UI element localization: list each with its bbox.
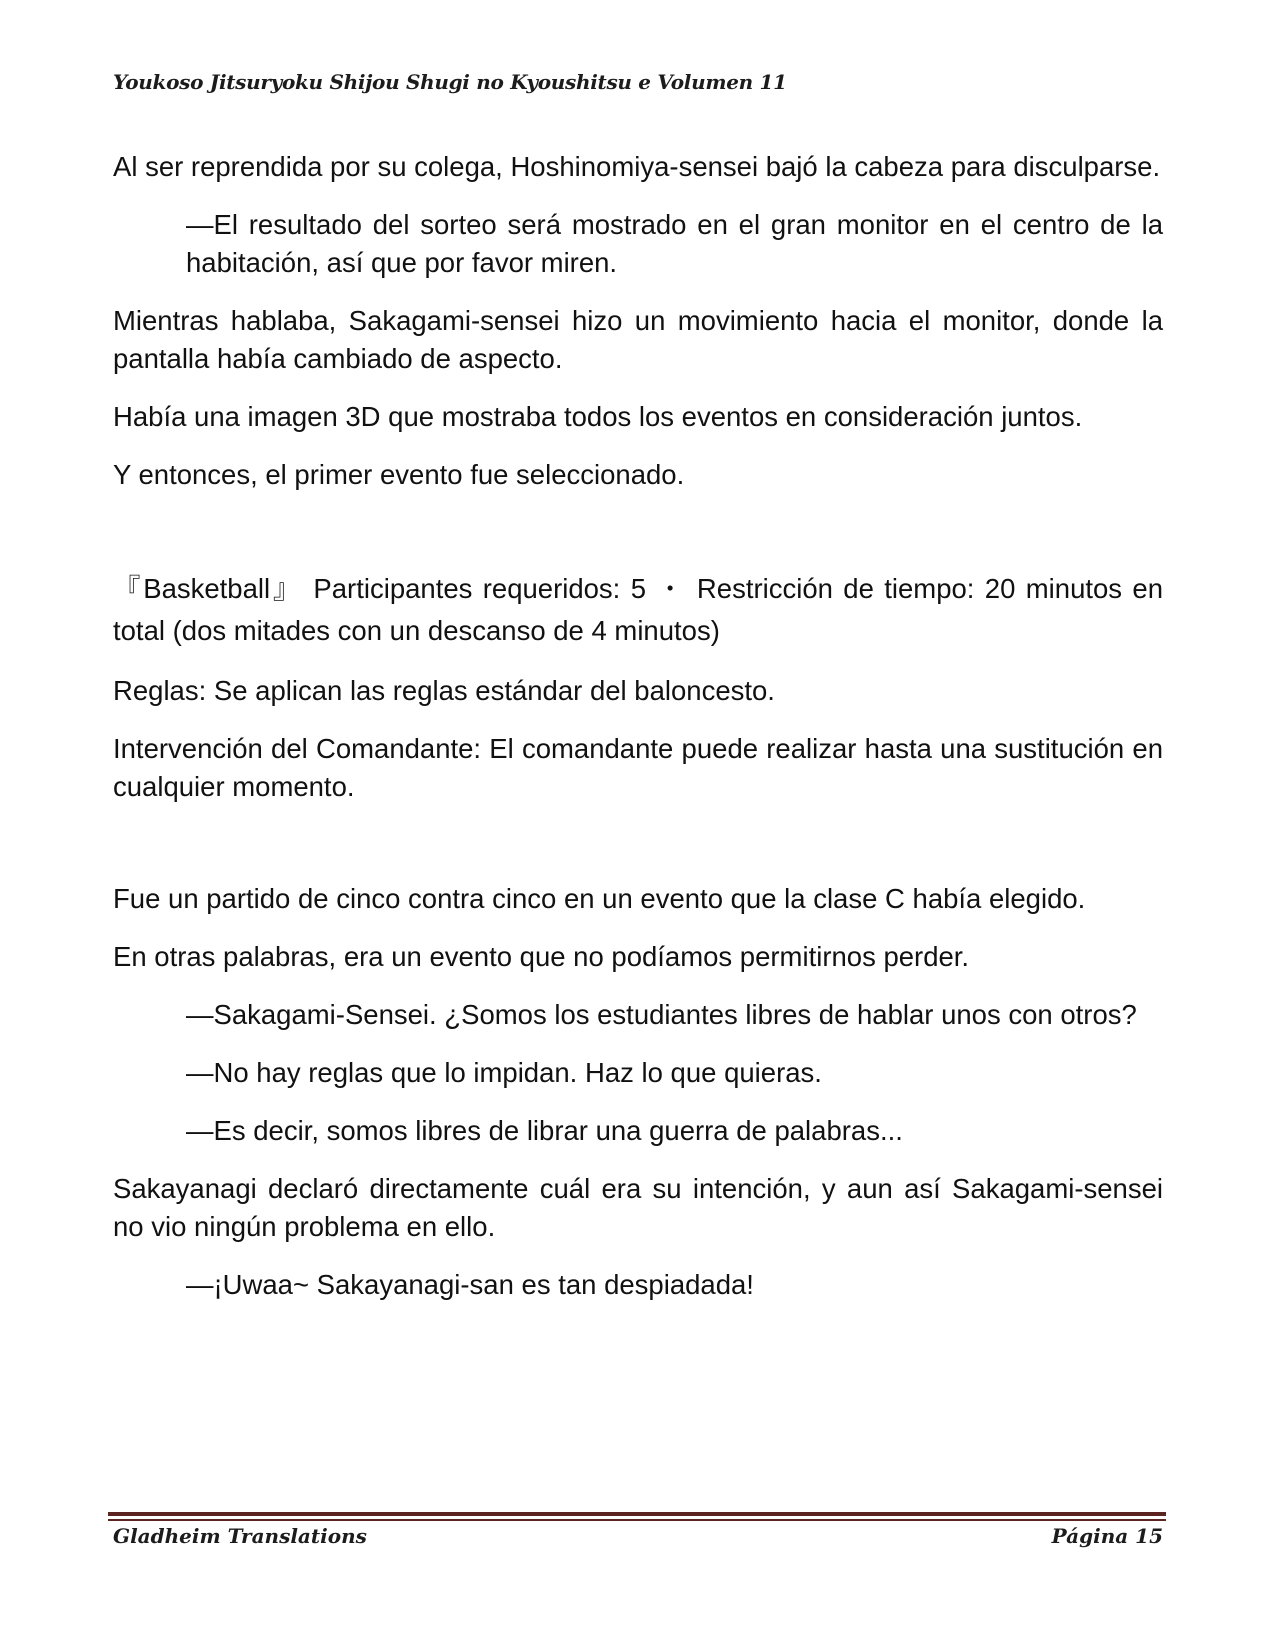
dialog-line: —¡Uwaa~ Sakayanagi-san es tan despiadada! <box>186 1269 754 1300</box>
paragraph: Había una imagen 3D que mostraba todos los eventos en consideración juntos. <box>113 401 1083 432</box>
footer-divider-thin <box>108 1519 1166 1521</box>
dialog-line: —Es decir, somos libres de librar una guerra de palabras... <box>186 1115 903 1146</box>
paragraph: Al ser reprendida por su colega, Hoshinomiya-sensei bajó la cabeza para disculparse. <box>113 151 1161 182</box>
dialog-line: —No hay reglas que lo impidan. Haz lo que quieras. <box>186 1057 822 1088</box>
paragraph: En otras palabras, era un evento que no podíamos permitirnos perder. <box>113 941 970 972</box>
event-commander-intervention: Intervención del Comandante: El comandante puede realizar hasta una sustitución en cualquier momento. <box>113 733 1163 802</box>
event-rules: Reglas: Se aplican las reglas estándar del baloncesto. <box>113 675 775 706</box>
dialog-line: —Sakagami-Sensei. ¿Somos los estudiantes libres de hablar unos con otros? <box>186 999 1137 1030</box>
body-text <box>113 148 1163 1324</box>
paragraph: Sakayanagi declaró directamente cuál era su intención, y aun así Sakagami-sensei no vio ningún problema en ello. <box>113 1173 1163 1242</box>
dialog-line: —El resultado del sorteo será mostrado en el gran monitor en el centro de la habitación, así que por favor miren. <box>186 209 1163 278</box>
footer-translator: Gladheim Translations <box>113 1524 367 1548</box>
footer-divider <box>108 1512 1166 1516</box>
running-header: Youkoso Jitsuryoku Shijou Shugi no Kyoushitsu e Volumen 11 <box>113 70 787 94</box>
paragraph: Mientras hablaba, Sakagami-sensei hizo un movimiento hacia el monitor, donde la pantalla había cambiado de aspecto. <box>113 305 1163 374</box>
paragraph: Y entonces, el primer evento fue seleccionado. <box>113 459 685 490</box>
event-description: 『Basketball』 Participantes requeridos: 5 ・ Restricción de tiempo: 20 minutos en total (dos mitades con un descanso de 4 minutos) <box>113 573 1163 646</box>
footer-page-number: Página 15 <box>1051 1524 1163 1548</box>
paragraph: Fue un partido de cinco contra cinco en un evento que la clase C había elegido. <box>113 883 1086 914</box>
